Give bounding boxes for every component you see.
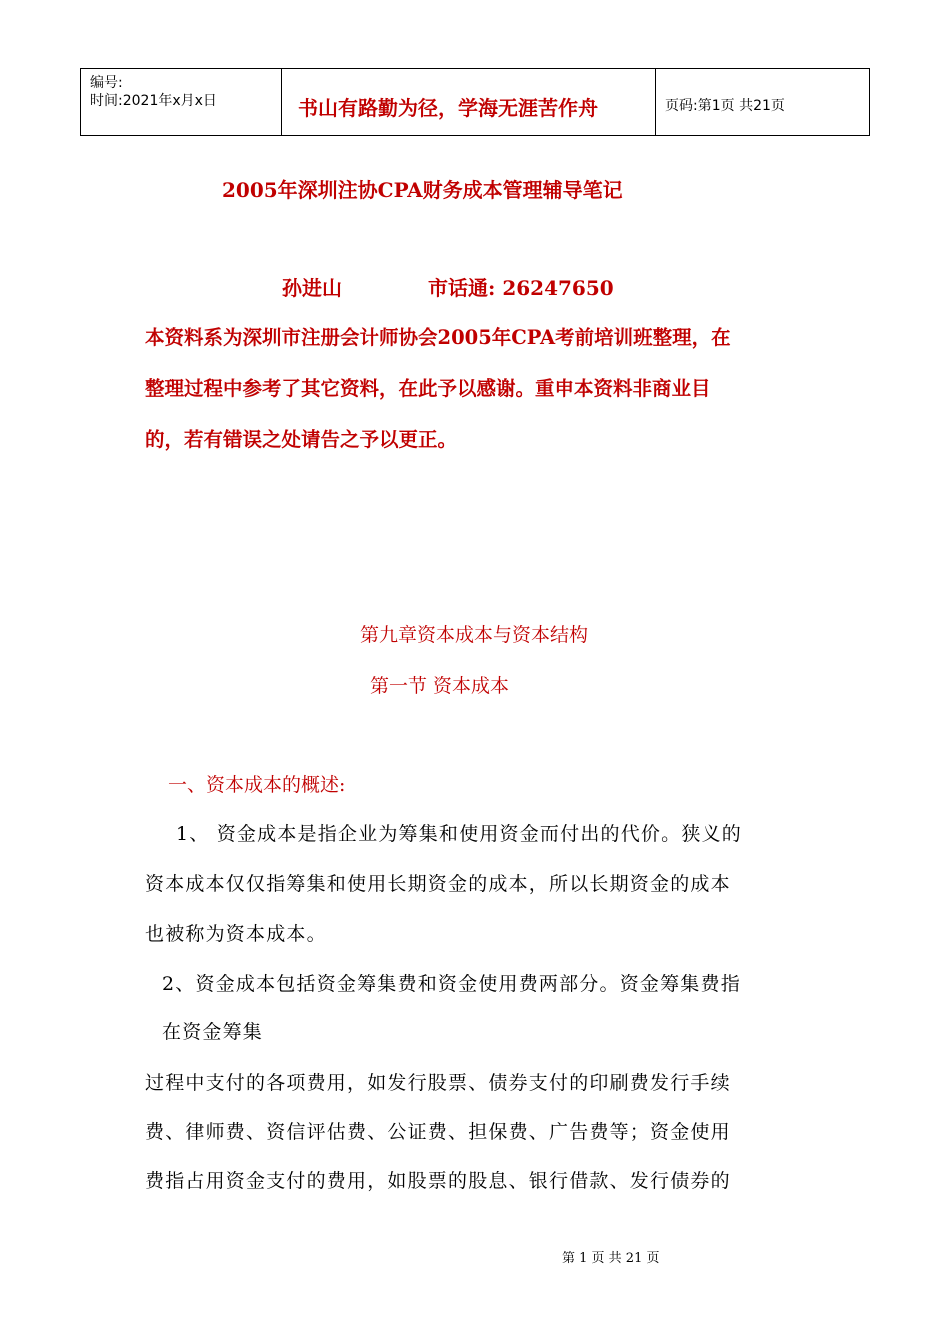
notice-line: 的，若有错误之处请告之予以更正。 bbox=[145, 428, 458, 451]
phone-number: 市话通: 26247650 bbox=[428, 276, 614, 300]
page-info: 页码:第1页 共21页 bbox=[665, 98, 785, 114]
time-label: 时间:2021年x月x日 bbox=[90, 93, 217, 109]
body-line: 费指占用资金支付的费用，如股票的股息、银行借款、发行债券的 bbox=[145, 1170, 731, 1192]
body-line: 2、资金成本包括资金筹集费和资金使用费两部分。资金筹集费指 bbox=[162, 973, 741, 995]
section-heading: 第一节 资本成本 bbox=[370, 675, 510, 697]
chapter-heading: 第九章资本成本与资本结构 bbox=[360, 624, 589, 646]
header-divider bbox=[869, 68, 870, 136]
document-title: 2005年深圳注协CPA财务成本管理辅导笔记 bbox=[222, 178, 623, 202]
header-top-rule bbox=[80, 68, 870, 69]
number-label: 编号: bbox=[90, 75, 123, 91]
subheading: 一、资本成本的概述: bbox=[168, 774, 346, 796]
notice-line: 整理过程中参考了其它资料，在此予以感谢。重申本资料非商业目 bbox=[145, 377, 711, 400]
body-line: 1、 资金成本是指企业为筹集和使用资金而付出的代价。狭义的 bbox=[176, 823, 742, 845]
header-bottom-rule bbox=[80, 135, 870, 136]
body-line: 在资金筹集 bbox=[162, 1021, 264, 1043]
page-footer: 第 1 页 共 21 页 bbox=[562, 1251, 660, 1266]
motto: 书山有路勤为径，学海无涯苦作舟 bbox=[298, 96, 598, 120]
header-divider bbox=[80, 68, 81, 136]
body-line: 也被称为资本成本。 bbox=[145, 923, 327, 945]
body-line: 过程中支付的各项费用，如发行股票、债券支付的印刷费发行手续 bbox=[145, 1072, 731, 1094]
body-line: 资本成本仅仅指筹集和使用长期资金的成本，所以长期资金的成本 bbox=[145, 873, 731, 895]
body-line: 费、律师费、资信评估费、公证费、担保费、广告费等；资金使用 bbox=[145, 1121, 731, 1143]
header-divider bbox=[655, 68, 656, 136]
notice-line: 本资料系为深圳市注册会计师协会2005年CPA考前培训班整理，在 bbox=[145, 326, 731, 349]
header-divider bbox=[281, 68, 282, 136]
author-name: 孙进山 bbox=[282, 276, 342, 300]
